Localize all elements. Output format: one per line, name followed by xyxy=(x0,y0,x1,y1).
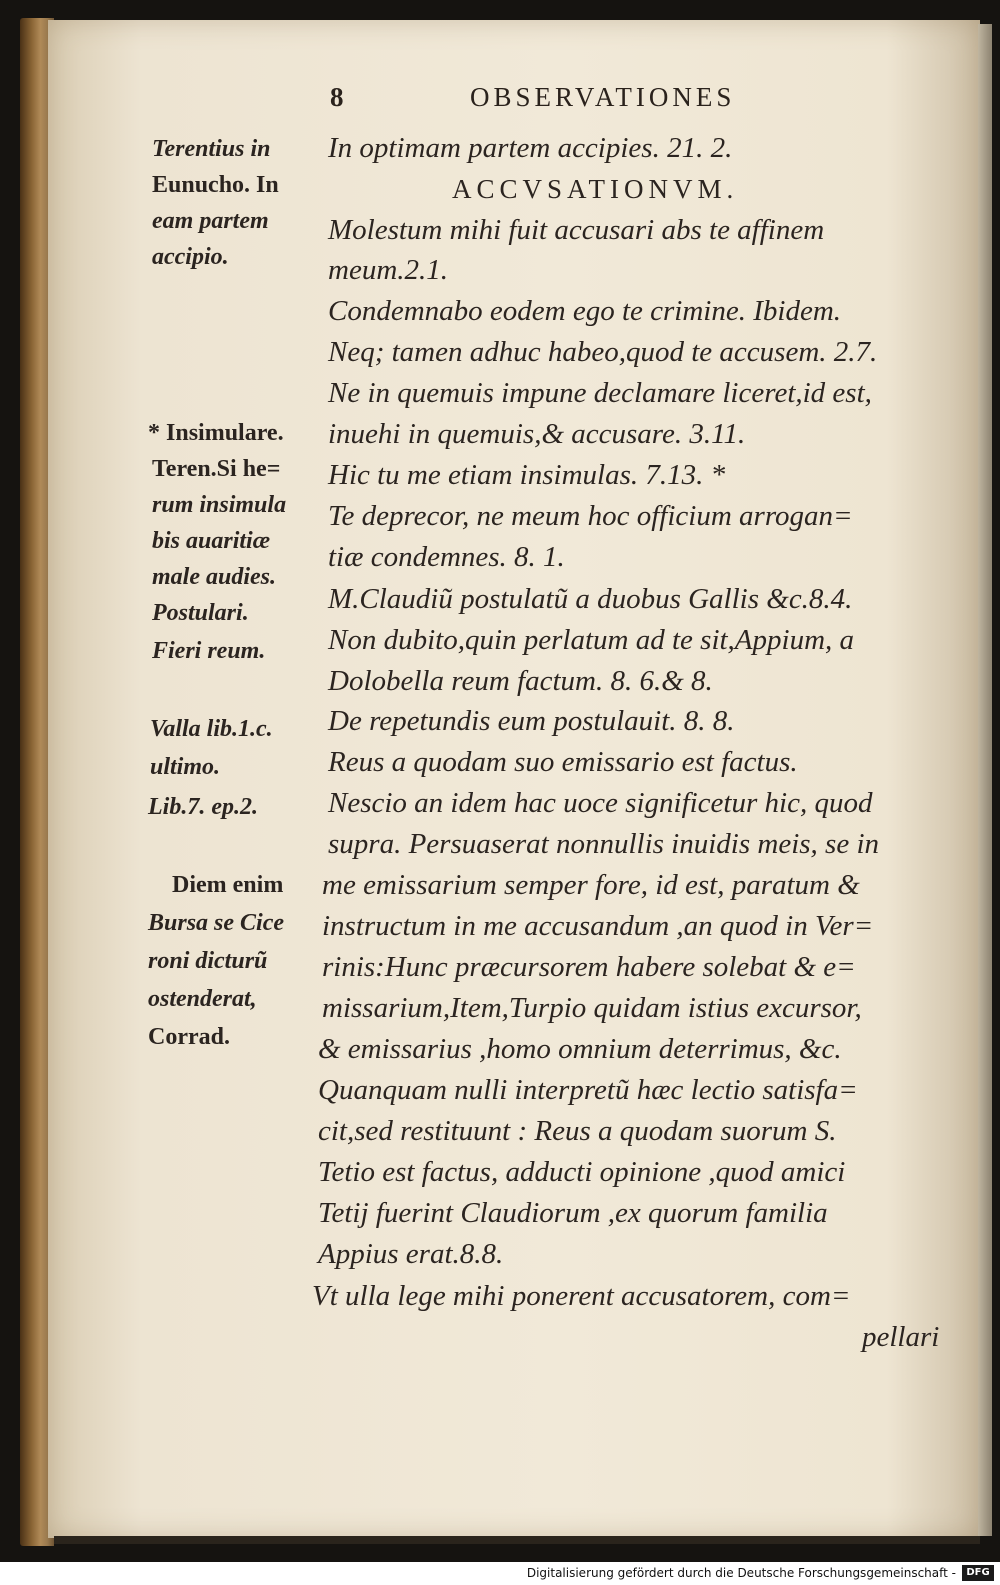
margin-note-line: male audies. xyxy=(152,564,276,590)
main-text-line: De repetundis eum postulauit. 8. 8. xyxy=(328,705,735,737)
main-text-line: inuehi in quemuis,& accusare. 3.11. xyxy=(328,418,746,450)
main-text-line: cit,sed restituunt : Reus a quodam suorum S. xyxy=(318,1115,837,1147)
margin-note-line: rum insimula xyxy=(152,492,287,518)
main-text-line: Tetij fuerint Claudiorum ,ex quorum familia xyxy=(318,1197,828,1229)
main-text-line: Condemnabo eodem ego te crimine. Ibidem. xyxy=(328,295,842,327)
margin-note-line: Teren.Si he= xyxy=(152,456,281,482)
main-text-line: missarium,Item,Turpio quidam istius excursor, xyxy=(322,992,862,1024)
main-text-line: Nescio an idem hac uoce significetur hic, quod xyxy=(328,787,873,819)
margin-note-line: accipio. xyxy=(152,244,229,270)
dfg-logo: DFG xyxy=(962,1565,994,1581)
margin-note-line: * Insimulare. xyxy=(148,420,284,446)
main-text-line: Molestum mihi fuit accusari abs te affinem xyxy=(328,214,825,246)
page-number: 8 xyxy=(330,82,348,112)
main-text-line: Te deprecor, ne meum hoc officium arrogan= xyxy=(328,500,853,532)
main-text-line: In optimam partem accipies. 21. 2. xyxy=(328,132,733,164)
catchword: pellari xyxy=(862,1321,940,1353)
main-text-line: Tetio est factus, adducti opinione ,quod amici xyxy=(318,1156,846,1188)
page-bottom-edge xyxy=(54,1536,980,1544)
margin-note-line: eam partem xyxy=(152,208,269,234)
main-text-line: Hic tu me etiam insimulas. 7.13. * xyxy=(328,459,726,491)
running-head xyxy=(330,82,830,122)
margin-note-line: Bursa se Cice xyxy=(148,910,285,936)
margin-note-line: bis auaritiæ xyxy=(152,528,271,554)
main-text-line: Reus a quodam suo emissario est factus. xyxy=(328,746,798,778)
margin-note-line: Corrad. xyxy=(148,1024,230,1050)
margin-note-line: Valla lib.1.c. xyxy=(150,716,273,742)
main-text-line: Vt ulla lege mihi ponerent accusatorem, com= xyxy=(312,1280,851,1312)
main-text-line: rinis:Hunc præcursorem habere solebat & e= xyxy=(322,951,856,983)
margin-note-line: Fieri reum. xyxy=(152,638,266,664)
main-text-line: tiæ condemnes. 8. 1. xyxy=(328,541,565,573)
main-text-line: Ne in quemuis impune declamare liceret,id est, xyxy=(328,377,872,409)
section-heading: ACCVSATIONVM. xyxy=(452,174,739,204)
margin-note-line: Lib.7. ep.2. xyxy=(148,794,258,820)
margin-note-line: Postulari. xyxy=(152,600,249,626)
main-text-line: instructum in me accusandum ,an quod in Ver= xyxy=(322,910,874,942)
margin-note-line: Diem enim xyxy=(172,872,284,898)
margin-note-line: ostenderat, xyxy=(148,986,257,1012)
main-text-line: Quanquam nulli interpretũ hæc lectio satisfa= xyxy=(318,1074,858,1106)
main-text-line: Neq; tamen adhuc habeo,quod te accusem. 2.7. xyxy=(328,336,878,368)
main-text-line: supra. Persuaserat nonnullis inuidis meis, se in xyxy=(328,828,880,860)
margin-note-line: Terentius in xyxy=(152,136,271,162)
margin-note-line: ultimo. xyxy=(150,754,221,780)
funding-credit: Digitalisierung gefördert durch die Deutsche Forschungsgemeinschaft - xyxy=(526,1566,956,1580)
main-text-line: M.Claudiũ postulatũ a duobus Gallis &c.8.4. xyxy=(328,583,853,615)
main-text-line: me emissarium semper fore, id est, paratum & xyxy=(322,869,860,901)
page-right-edge xyxy=(978,24,992,1536)
margin-note-line: roni dicturũ xyxy=(148,948,268,974)
main-text-line: Appius erat.8.8. xyxy=(318,1238,504,1270)
margin-note-line: Eunucho. In xyxy=(152,172,279,198)
digitization-footer xyxy=(0,1562,1000,1585)
main-text-line: Non dubito,quin perlatum ad te sit,Appium, a xyxy=(328,624,855,656)
main-text-line: & emissarius ,homo omnium deterrimus, &c. xyxy=(318,1033,842,1065)
main-text-line: meum.2.1. xyxy=(328,254,449,286)
running-title: OBSERVATIONES xyxy=(470,82,736,112)
main-text-line: Dolobella reum factum. 8. 6.& 8. xyxy=(328,665,713,697)
